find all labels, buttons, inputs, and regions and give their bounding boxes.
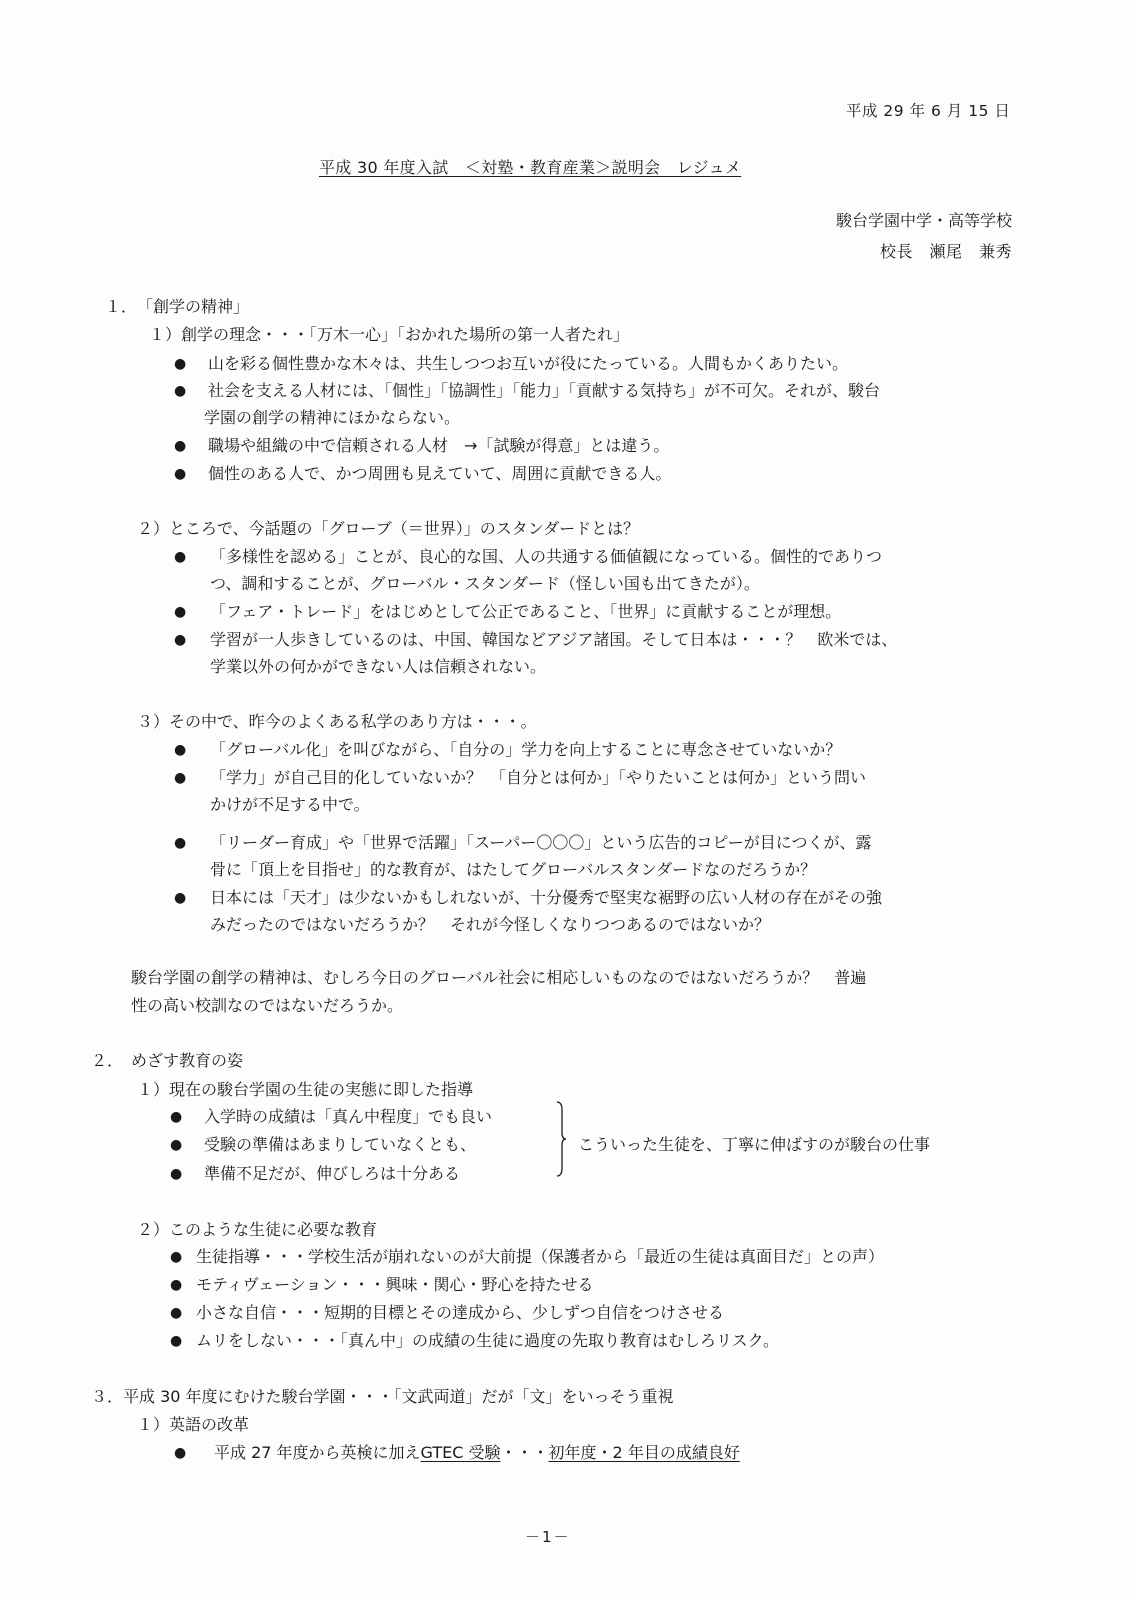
bullet-text: 社会を支える人材には、「個性」「協調性」「能力」「貢献する気持ち」が不可欠。それが、駿台: [208, 381, 881, 400]
bullet-dot: ●: [170, 1109, 183, 1125]
bullet-text: 準備不足だが、伸びしろは十分ある: [204, 1164, 461, 1183]
bullet-dot: ●: [170, 1249, 183, 1265]
bullet-text: 学習が一人歩きしているのは、中国、韓国などアジア諸国。そして日本は・・・？ 欧米では、: [210, 630, 898, 649]
bullet-dot: ●: [174, 632, 187, 648]
bullet-text: 「リーダー育成」や「世界で活躍」「スーパー〇〇〇」という広告的コピーが目につくが、露: [210, 833, 872, 852]
school-name: 駿台学園中学・高等学校: [835, 211, 1012, 230]
bullet-dot: ●: [174, 356, 187, 372]
bullet-text: [214, 1443, 740, 1463]
section-3-1-heading: １）英語の改革: [137, 1415, 250, 1434]
bullet-text-continued: 学園の創学の精神にほかならない。: [204, 408, 461, 427]
section-1-heading: １． 「創学の精神」: [105, 297, 250, 316]
bullet-text: 受験の準備はあまりしていなくとも、: [204, 1135, 477, 1154]
section-3-heading: ３．平成 30 年度にむけた駿台学園・・・「文武両道」だが「文」をいっそう重視: [91, 1387, 674, 1406]
bullet-text-continued: 学業以外の何かができない人は信頼されない。: [210, 657, 547, 676]
bullet-dot: ●: [174, 835, 187, 851]
bullet-dot: ●: [174, 742, 187, 758]
bullet-text: 「グローバル化」を叫びながら、「自分の」学力を向上することに専念させていないか？: [210, 740, 842, 759]
bullet-dot: ●: [170, 1333, 183, 1349]
bullet-text-continued: つ、調和することが、グローバル・スタンダード（怪しい国も出てきたが）。: [210, 574, 760, 593]
underlined-text: 初年度・2 年目の成績良好: [548, 1443, 740, 1462]
bullet-text-part: ・・・: [500, 1443, 549, 1462]
section-1-3-heading: ３）その中で、昨今のよくある私学のあり方は・・・。: [137, 712, 537, 731]
bullet-text: モティヴェーション・・・興味・関心・野心を持たせる: [196, 1275, 594, 1294]
principal-name: 校長 瀬尾 兼秀: [879, 242, 1012, 261]
bullet-text: 「学力」が自己目的化していないか？ 「自分とは何か」「やりたいことは何か」という問い: [210, 768, 867, 787]
section-1-2-heading: ２）ところで、今話題の「グローブ（＝世界）」のスタンダードとは？: [137, 519, 640, 538]
bullet-text: 生徒指導・・・学校生活が崩れないのが大前提（保護者から「最近の生徒は真面目だ」との声）: [196, 1247, 885, 1266]
bullet-dot: ●: [174, 890, 187, 906]
bullet-dot: ●: [174, 438, 187, 454]
bullet-dot: ●: [170, 1137, 183, 1153]
bullet-dot: ●: [174, 770, 187, 786]
bullet-text-part: 平成 27 年度から英検に加え: [214, 1443, 421, 1462]
page-number: －1－: [525, 1528, 571, 1546]
bullet-dot: ●: [170, 1277, 183, 1293]
bullet-text: ムリをしない・・・「真ん中」の成績の生徒に過度の先取り教育はむしろリスク。: [196, 1331, 780, 1350]
document-title: 平成 30 年度入試 ＜対塾・教育産業＞説明会 レジュメ: [319, 158, 742, 177]
bullet-text: 「多様性を認める」ことが、良心的な国、人の共通する価値観になっている。個性的でありつ: [210, 547, 883, 566]
bullet-text-continued: かけが不足する中で。: [210, 795, 370, 814]
bullet-text: 個性のある人で、かつ周囲も見えていて、周囲に貢献できる人。: [208, 464, 672, 483]
bullet-text: 山を彩る個性豊かな木々は、共生しつつお互いが役にたっている。人間もかくありたい。: [208, 354, 849, 373]
bullet-dot: ●: [170, 1166, 183, 1182]
bullet-text: 入学時の成績は「真ん中程度」でも良い: [204, 1107, 493, 1126]
bullet-dot: ●: [174, 1445, 187, 1461]
bullet-text: 「フェア・トレード」をはじめとして公正であること、「世界」に貢献することが理想。: [210, 602, 842, 621]
bullet-text: 職場や組織の中で信頼される人材 →「試験が得意」とは違う。: [208, 436, 670, 455]
bracket-note: こういった生徒を、丁寧に伸ばすのが駿台の仕事: [578, 1135, 931, 1154]
document-date: 平成 29 年 6 月 15 日: [846, 102, 1011, 120]
bullet-text: 日本には「天才」は少ないかもしれないが、十分優秀で堅実な裾野の広い人材の存在がその強: [210, 888, 883, 907]
bullet-dot: ●: [174, 383, 187, 399]
bullet-dot: ●: [174, 466, 187, 482]
bullet-text-continued: みだったのではないだろうか？ それが今怪しくなりつつあるのではないか？: [210, 915, 771, 934]
bullet-dot: ●: [170, 1305, 183, 1321]
section-2-2-heading: ２）このような生徒に必要な教育: [137, 1220, 378, 1239]
bullet-text: 小さな自信・・・短期的目標とその達成から、少しずつ自信をつけさせる: [196, 1303, 725, 1322]
bullet-dot: ●: [174, 604, 187, 620]
curly-bracket-icon: [555, 1100, 567, 1178]
section-2-1-heading: １）現在の駿台学園の生徒の実態に即した指導: [137, 1080, 474, 1099]
bullet-dot: ●: [174, 549, 187, 565]
section-1-conclusion: 駿台学園の創学の精神は、むしろ今日のグローバル社会に相応しいものなのではないだろうか？ 普遍: [131, 968, 867, 987]
section-1-1-heading: １）創学の理念・・・「万木一心」「おかれた場所の第一人者たれ」: [149, 325, 630, 344]
section-2-heading: ２． めざす教育の姿: [91, 1051, 244, 1070]
underlined-text: GTEC 受験: [420, 1443, 501, 1462]
section-1-conclusion: 性の高い校訓なのではないだろうか。: [131, 996, 404, 1015]
bullet-text-continued: 骨に「頂上を目指せ」的な教育が、はたしてグローバルスタンダードなのだろうか？: [210, 860, 817, 879]
